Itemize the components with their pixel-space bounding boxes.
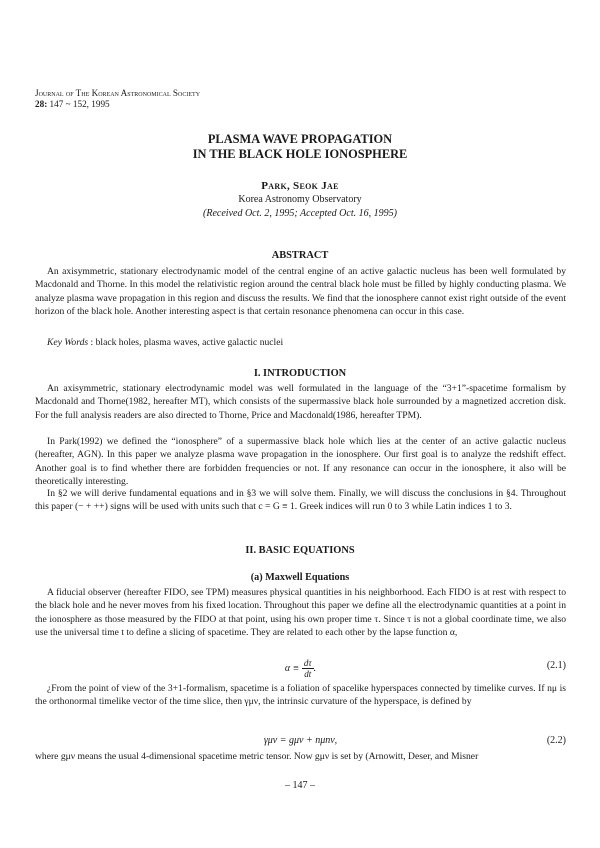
introduction-paragraph-3: In §2 we will derive fundamental equations and in §3 we will solve them. Finally, we will discuss the conclusions in §4. Throughout this paper (− + ++) signs will be used with units such that c = G ≡ 1. Greek indices will run 0 to 3 while Latin indices 1 to 3. (35, 488, 566, 513)
keywords-text: : black holes, plasma waves, active galactic nuclei (88, 337, 284, 348)
basic-equations-heading: II. BASIC EQUATIONS (245, 545, 355, 556)
equation-2-2-number: (2.2) (546, 735, 566, 746)
equation-2-1-number: (2.1) (546, 660, 566, 671)
keywords-line (47, 336, 566, 349)
equation-2-2-body: γμν = gμν + nμnν, (263, 735, 338, 746)
received-dates: (Received Oct. 2, 1995; Accepted Oct. 16, 1995) (203, 208, 397, 219)
metric-paragraph: where gμν means the usual 4-dimensional spacetime metric tensor. Now gμν is set by (Arnowitt, Deser, and Misner (35, 751, 479, 762)
equation-2-1-body (35, 658, 566, 679)
abstract-body: An axisymmetric, stationary electrodynamic model of the central engine of an active galactic nucleus has been well formulated by Macdonald and Thorne. In this model the relativistic region around the central black hole must be filled by highly conducting plasma. We analyze plasma wave propagation in this region and discuss the results. We find that the ionosphere cannot exist right outside of the event horizon of the black hole. Another interesting aspect is that certain resonance phenomena can occur in this case. (35, 266, 566, 318)
page-number: – 147 – (285, 780, 315, 791)
maxwell-equations-subheading: (a) Maxwell Equations (250, 572, 350, 583)
equation-2-2 (35, 735, 566, 749)
equation-2-1-period: . (313, 662, 317, 674)
journal-volume: 28: (35, 99, 48, 109)
foliation-paragraph: ¿From the point of view of the 3+1-formalism, spacetime is a foliation of spacelike hyperspaces connected by timelike curves. If nμ is the orthonormal timelike vector of the time slice, then γμν, the intrinsic curvature of the hyperspace, is defined by (35, 683, 566, 708)
equation-2-1 (35, 658, 566, 684)
paper-title-line-1: PLASMA WAVE PROPAGATION (207, 132, 393, 146)
author-name: Park, Seok Jae (261, 180, 339, 192)
journal-name: Journal of The Korean Astronomical Society (35, 88, 201, 98)
keywords-label: Key Words (47, 337, 89, 348)
abstract-heading: ABSTRACT (271, 250, 329, 261)
paper-title-line-2: IN THE BLACK HOLE IONOSPHERE (192, 147, 408, 161)
introduction-paragraph-1: An axisymmetric, stationary electrodynamic model was well formulated in the language of the “3+1”-spacetime formalism by Macdonald and Thorne(1982, hereafter MT), which consists of the supermassive black hole surrounded by a magnetized accretion disk. For the full analysis readers are also directed to Thorne, Price and Macdonald(1986, hereafter TPM). (35, 383, 566, 421)
introduction-heading: I. INTRODUCTION (253, 368, 347, 379)
journal-pages: 147 ~ 152, 1995 (49, 99, 110, 109)
equation-2-1-lhs: α ≡ (284, 662, 300, 674)
fido-paragraph: A fiducial observer (hereafter FIDO, see TPM) measures physical quantities in his neighborhood. Each FIDO is at rest with respect to the black hole and he never moves from his fixed location. Throughout this paper we define all the electrodynamic quantities at a point in the ionosphere as those measured by the FIDO at that point, using his own proper time τ. Since τ is not a global coordinate time, we also use the universal time t to define a slicing of spacetime. They are related to each other by the lapse function α, (35, 587, 566, 639)
equation-2-1-fraction (302, 658, 314, 679)
equation-2-1-denominator: dt (304, 669, 312, 679)
author-affiliation: Korea Astronomy Observatory (238, 194, 362, 205)
introduction-paragraph-2: In Park(1992) we defined the “ionosphere” of a supermassive black hole which lies at the center of an active galactic nucleus (hereafter, AGN). In this paper we analyze plasma wave propagation in the ionosphere. Our first goal is to analyze the redshift effect. Another goal is to find whether there are forbidden frequencies or not. If any resonance can occur in the ionosphere, it also will be theoretically interesting. (35, 436, 566, 488)
equation-2-1-numerator: dτ (303, 658, 312, 668)
journal-header (35, 88, 200, 110)
journal-volume-line (35, 99, 200, 110)
